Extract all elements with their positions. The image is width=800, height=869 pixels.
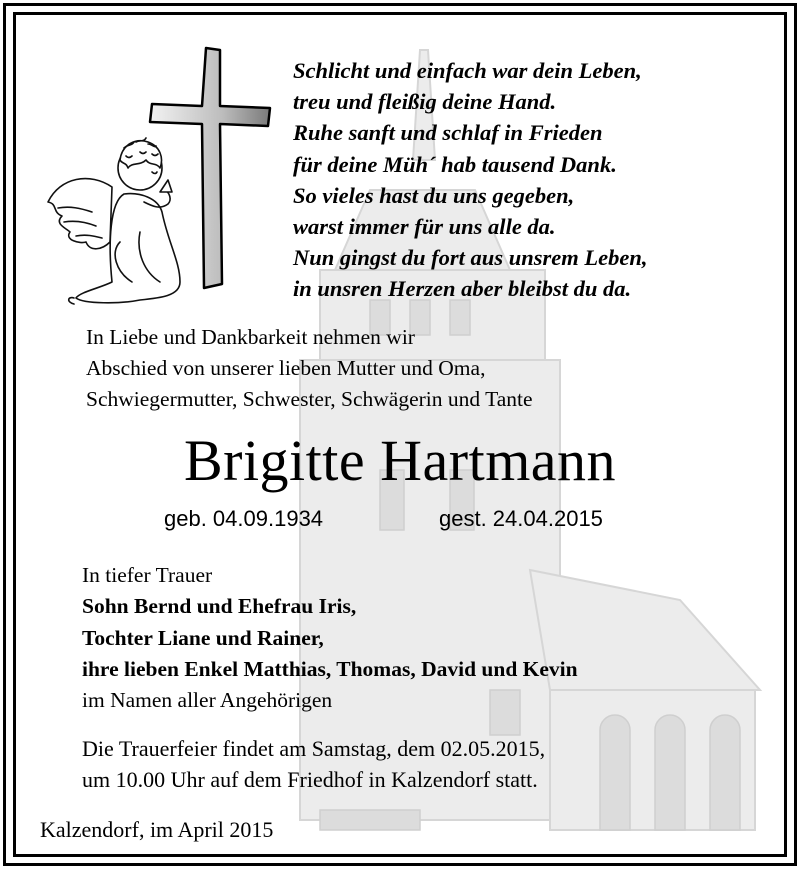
mourner-line: Sohn Bernd und Ehefrau Iris, <box>82 594 357 619</box>
poem-line: für deine Müh´ hab tausend Dank. <box>293 151 617 177</box>
death-date: gest. 24.04.2015 <box>439 506 603 531</box>
poem <box>293 55 647 305</box>
intro-line: Schwiegermutter, Schwester, Schwägerin und Tante <box>86 387 533 411</box>
praying-angel-icon <box>40 132 190 308</box>
poem-line: So vieles hast du uns gegeben, <box>293 182 575 208</box>
poem-line: warst immer für uns alle da. <box>293 214 556 240</box>
place-and-date: Kalzendorf, im April 2015 <box>40 817 274 842</box>
mourners-closing: im Namen aller Angehörigen <box>82 688 333 713</box>
birth-date: geb. 04.09.1934 <box>164 506 324 531</box>
funeral-line: um 10.00 Uhr auf dem Friedhof in Kalzendorf statt. <box>82 767 538 792</box>
intro-line: Abschied von unserer lieben Mutter und Oma, <box>86 356 486 380</box>
intro-line: In Liebe und Dankbarkeit nehmen wir <box>86 325 415 349</box>
intro-text <box>86 322 533 415</box>
funeral-line: Die Trauerfeier findet am Samstag, dem 02.05.2015, <box>82 736 546 761</box>
mourner-line: ihre lieben Enkel Matthias, Thomas, David und Kevin <box>82 656 578 681</box>
poem-line: Ruhe sanft und schlaf in Frieden <box>293 120 603 146</box>
poem-line: treu und fleißig deine Hand. <box>293 89 557 115</box>
poem-line: Schlicht und einfach war dein Leben, <box>293 58 642 83</box>
mourner-line: Tochter Liane und Rainer, <box>82 625 324 650</box>
funeral-notice <box>82 733 545 795</box>
mourners-block <box>82 560 578 716</box>
mourners-heading: In tiefer Trauer <box>82 563 213 587</box>
deceased-name: Brigitte Hartmann <box>183 428 617 493</box>
poem-line: Nun gingst du fort aus unsrem Leben, <box>293 245 648 271</box>
poem-line: in unsren Herzen aber bleibst du da. <box>293 276 632 302</box>
